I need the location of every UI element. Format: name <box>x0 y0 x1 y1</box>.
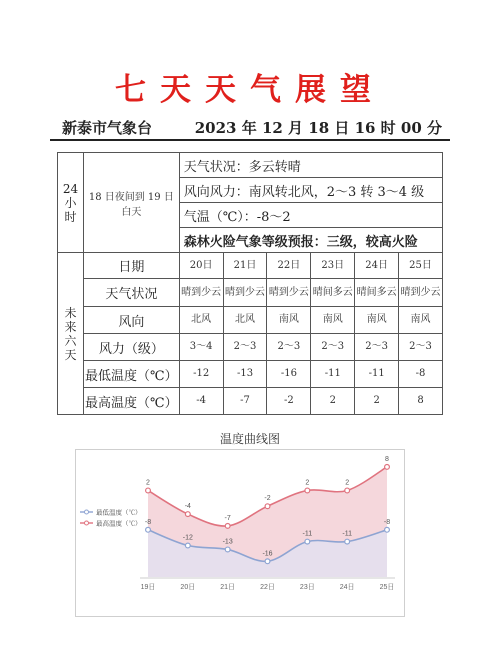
row-label-high-temp: 最高温度（℃） <box>83 388 179 415</box>
x-tick-label: 25日 <box>379 584 395 591</box>
row-label-wind-dir: 风向 <box>83 307 179 334</box>
condition-cell: 晴到少云 <box>267 279 311 307</box>
data-label: -4 <box>184 503 191 511</box>
data-label: 2 <box>305 479 310 487</box>
wind-force-cell: 3～4 <box>179 334 223 361</box>
x-tick-label: 22日 <box>260 584 275 591</box>
high-temp-cell: 2 <box>355 388 399 415</box>
x-tick-label: 19日 <box>140 584 156 591</box>
legend-label: 最低温度（℃） <box>96 509 142 517</box>
temperature-chart <box>75 449 405 617</box>
chart-title: 温度曲线图 <box>219 432 280 446</box>
data-point <box>305 539 310 544</box>
wind-dir-cell: 南风 <box>399 307 443 334</box>
data-label: -11 <box>342 530 352 538</box>
row-label-low-temp: 最低温度（℃） <box>83 361 179 388</box>
wind-dir-cell: 南风 <box>355 307 399 334</box>
row-label-wind-force: 风力（级） <box>83 334 179 361</box>
condition-cell: 晴到少云 <box>223 279 267 307</box>
today-temp: 气温（℃）：-8～2 <box>179 203 442 228</box>
data-point <box>265 504 270 509</box>
low-temp-cell: -11 <box>311 361 355 388</box>
data-label: 2 <box>345 479 350 487</box>
x-tick-label: 23日 <box>299 584 315 591</box>
legend-marker <box>85 510 89 514</box>
high-temp-cell: 2 <box>311 388 355 415</box>
data-label: -8 <box>383 518 391 526</box>
high-temp-cell: -2 <box>267 388 311 415</box>
wind-force-cell: 2～3 <box>223 334 267 361</box>
data-point <box>146 488 151 493</box>
data-label: 8 <box>385 455 389 463</box>
data-point <box>225 523 230 528</box>
condition-cell: 晴间多云 <box>311 279 355 307</box>
legend-label: 最高温度（℃） <box>96 520 142 528</box>
data-point <box>185 512 190 517</box>
wind-force-cell: 2～3 <box>399 334 443 361</box>
wind-dir-cell: 南风 <box>267 307 311 334</box>
high-temp-cell: -7 <box>223 388 267 415</box>
today-wind: 风向风力：南风转北风，2～3 转 3～4 级 <box>179 178 442 203</box>
wind-dir-cell: 北风 <box>179 307 223 334</box>
x-tick-label: 24日 <box>339 584 355 591</box>
page-title: 七天天气展望 <box>115 72 385 108</box>
today-period: 18 日夜间到 19 日白天 <box>83 153 179 253</box>
legend-marker <box>85 521 89 525</box>
low-temp-cell: -13 <box>223 361 267 388</box>
x-tick-label: 20日 <box>180 584 196 591</box>
wind-force-cell: 2～3 <box>355 334 399 361</box>
condition-cell: 晴间多云 <box>355 279 399 307</box>
issue-time: 2023 年 12 月 18 日 16 时 00 分 <box>194 119 442 137</box>
data-label: 2 <box>146 479 150 487</box>
low-temp-cell: -8 <box>399 361 443 388</box>
data-point <box>385 464 390 469</box>
data-label: -13 <box>222 538 233 546</box>
condition-cell: 晴到少云 <box>399 279 443 307</box>
date-cell: 20日 <box>179 253 223 279</box>
data-point <box>345 488 350 493</box>
wind-dir-cell: 北风 <box>223 307 267 334</box>
data-label: -16 <box>262 550 273 558</box>
date-cell: 24日 <box>355 253 399 279</box>
x-tick-label: 21日 <box>220 584 236 591</box>
data-label: -8 <box>144 518 152 526</box>
low-temp-cell: -11 <box>355 361 399 388</box>
wind-force-cell: 2～3 <box>311 334 355 361</box>
today-fire-risk: 森林火险气象等级预报：三级，较高火险 <box>179 228 442 253</box>
high-temp-cell: -4 <box>179 388 223 415</box>
date-cell: 23日 <box>311 253 355 279</box>
date-cell: 22日 <box>267 253 311 279</box>
condition-cell: 晴到少云 <box>179 279 223 307</box>
data-point <box>185 543 190 548</box>
data-label: -7 <box>224 514 231 522</box>
row-label-date: 日期 <box>83 253 179 279</box>
today-condition: 天气状况：多云转晴 <box>179 153 442 178</box>
data-point <box>385 527 390 532</box>
data-point <box>146 527 151 532</box>
data-point <box>305 488 310 493</box>
low-temp-cell: -16 <box>267 361 311 388</box>
forecast-table <box>57 152 443 415</box>
data-label: -2 <box>264 495 271 503</box>
data-label: -11 <box>302 530 313 538</box>
forecast-label-cell: 未 来 六 天 <box>58 253 84 415</box>
row-label-condition: 天气状况 <box>83 279 179 307</box>
data-label: -12 <box>182 534 193 542</box>
data-point <box>265 559 270 564</box>
high-temp-cell: 8 <box>399 388 443 415</box>
data-point <box>225 547 230 552</box>
today-label-cell: 24 小 时 <box>58 153 84 253</box>
wind-dir-cell: 南风 <box>311 307 355 334</box>
low-temp-cell: -12 <box>179 361 223 388</box>
date-cell: 21日 <box>223 253 267 279</box>
data-point <box>345 539 350 544</box>
header-rule <box>50 139 450 141</box>
wind-force-cell: 2～3 <box>267 334 311 361</box>
temperature-chart-svg <box>75 449 405 617</box>
issuer-name: 新泰市气象台 <box>62 119 153 137</box>
date-cell: 25日 <box>399 253 443 279</box>
